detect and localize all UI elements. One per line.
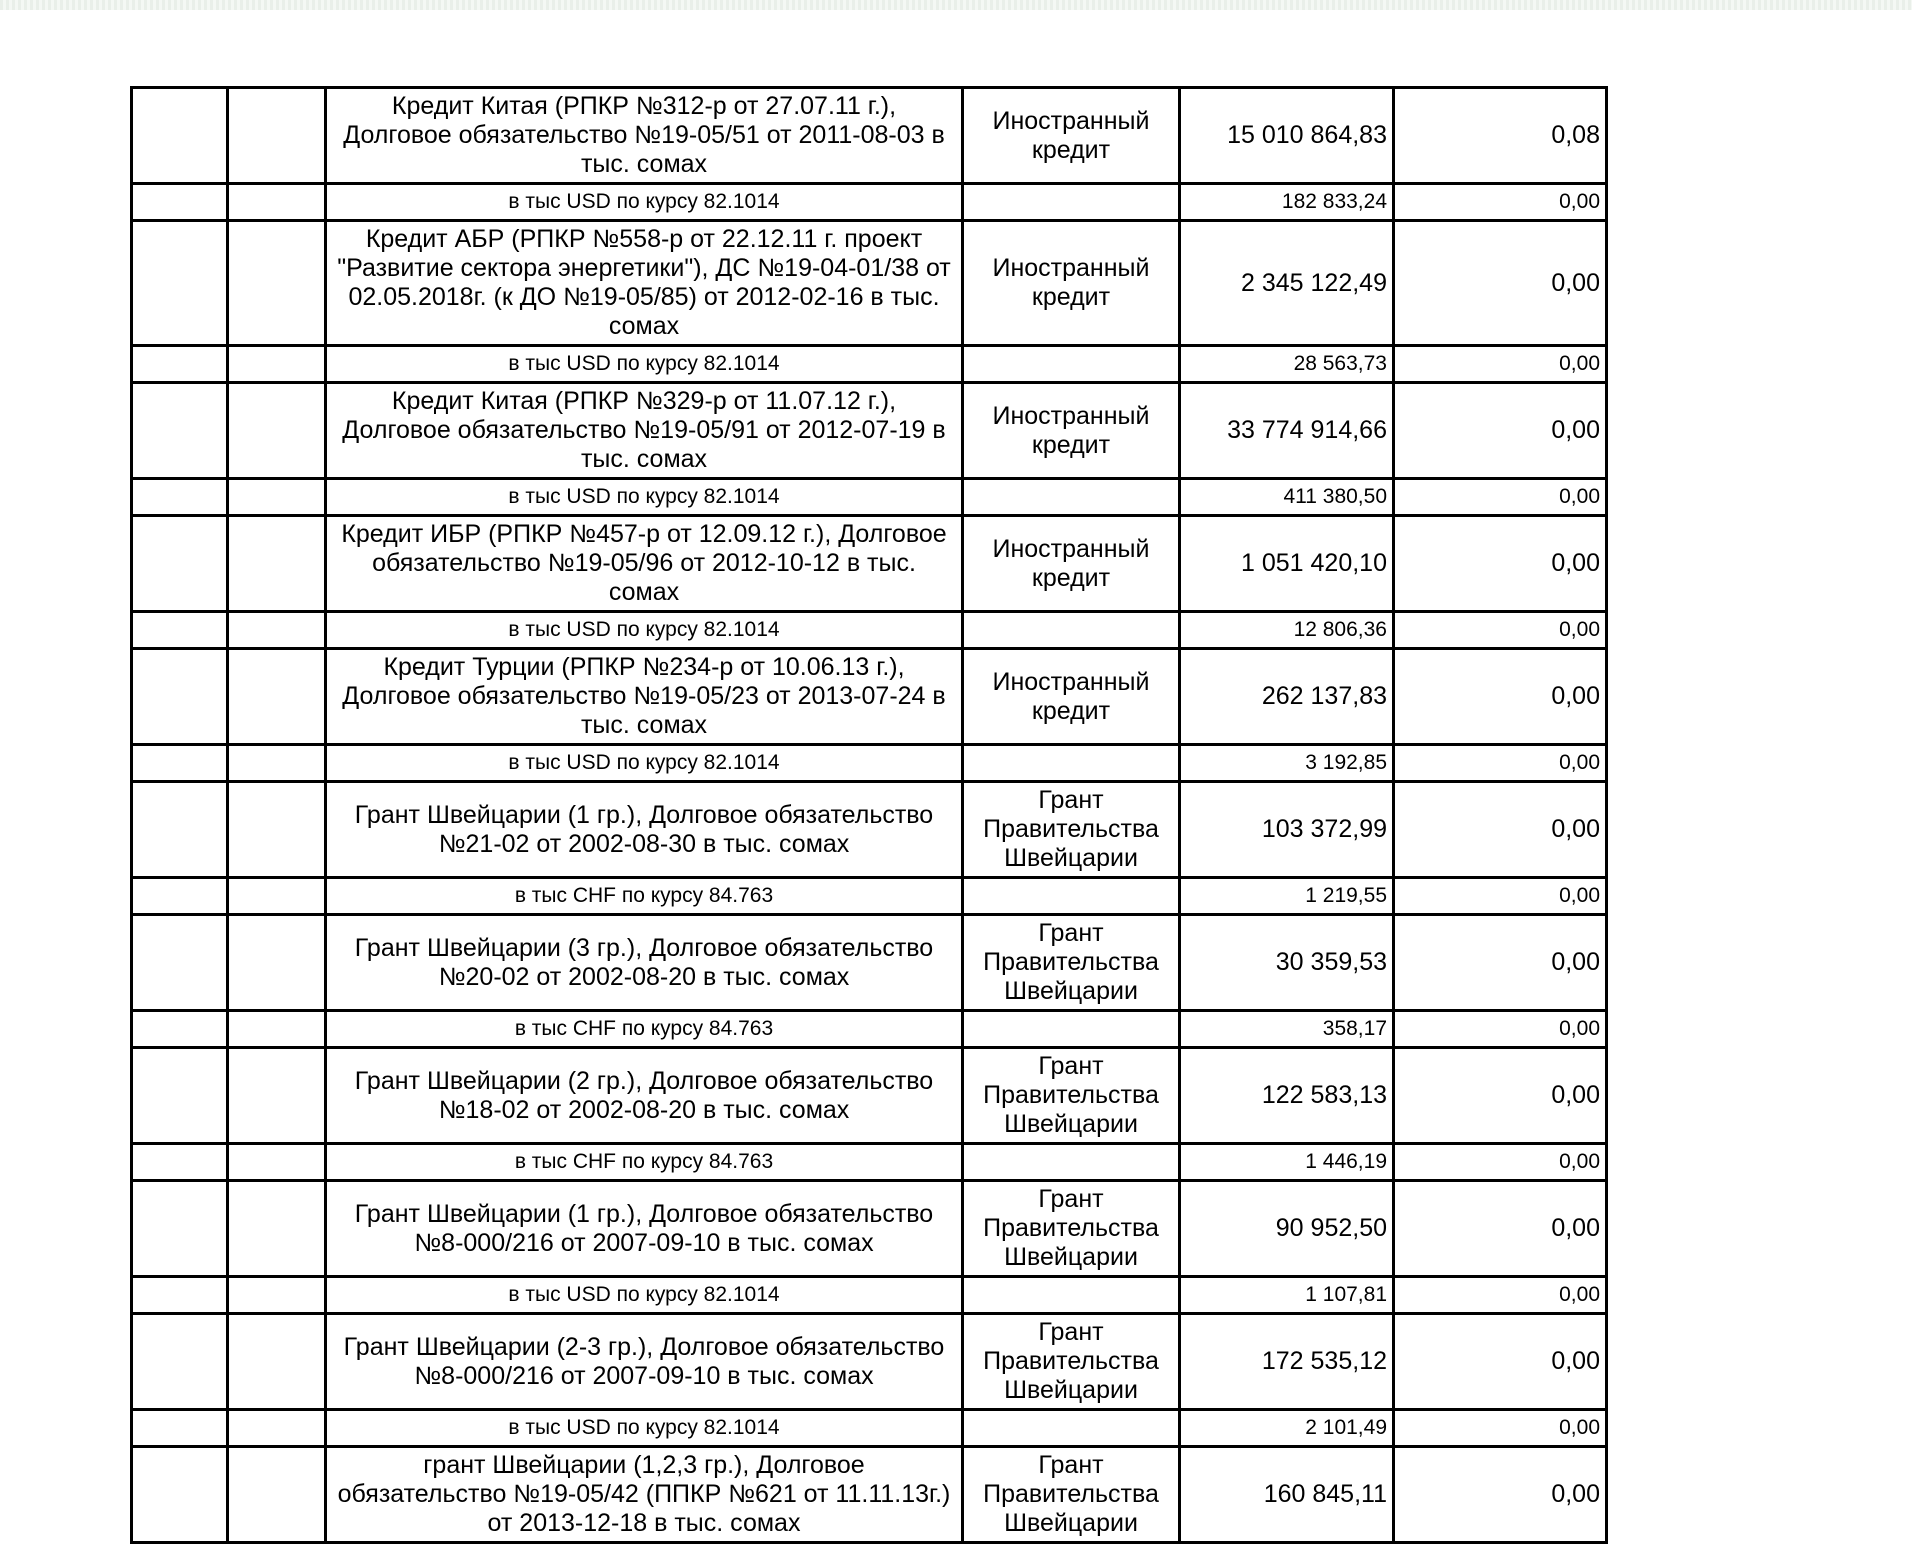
cell-description: Кредит Турции (РПКР №234-р от 10.06.13 г.), Долговое обязательство №19-05/23 от 2013-07-24 в тыс. сомах [326, 649, 963, 745]
cell-rate-value: 0,00 [1394, 915, 1607, 1011]
cell-credit-type [963, 745, 1180, 782]
cell-empty-col2 [228, 782, 326, 878]
cell-empty-col2 [228, 1314, 326, 1410]
debt-table-container [130, 86, 1608, 1544]
cell-empty-col2 [228, 612, 326, 649]
cell-empty-col1 [132, 383, 228, 479]
cell-rate-value: 0,00 [1394, 745, 1607, 782]
cell-credit-type: Иностранный кредит [963, 221, 1180, 346]
cell-description: Кредит Китая (РПКР №312-р от 27.07.11 г.), Долговое обязательство №19-05/51 от 2011-08-03 в тыс. сомах [326, 88, 963, 184]
cell-empty-col2 [228, 479, 326, 516]
table-row [132, 915, 1607, 1011]
cell-credit-type [963, 1011, 1180, 1048]
cell-credit-type [963, 1144, 1180, 1181]
cell-credit-type [963, 1410, 1180, 1447]
cell-credit-type: Иностранный кредит [963, 649, 1180, 745]
cell-description: в тыс USD по курсу 82.1014 [326, 184, 963, 221]
table-row [132, 88, 1607, 184]
cell-credit-type: Грант Правительства Швейцарии [963, 782, 1180, 878]
cell-empty-col2 [228, 221, 326, 346]
table-row [132, 1181, 1607, 1277]
cell-empty-col2 [228, 346, 326, 383]
cell-amount-soms: 160 845,11 [1180, 1447, 1394, 1543]
cell-empty-col1 [132, 1181, 228, 1277]
table-row [132, 184, 1607, 221]
table-row [132, 346, 1607, 383]
cell-empty-col2 [228, 88, 326, 184]
cell-amount-soms: 28 563,73 [1180, 346, 1394, 383]
cell-amount-soms: 411 380,50 [1180, 479, 1394, 516]
cell-amount-soms: 1 051 420,10 [1180, 516, 1394, 612]
cell-empty-col1 [132, 878, 228, 915]
cell-rate-value: 0,00 [1394, 1181, 1607, 1277]
table-row [132, 383, 1607, 479]
cell-credit-type: Иностранный кредит [963, 88, 1180, 184]
cell-credit-type [963, 346, 1180, 383]
cell-description: в тыс CHF по курсу 84.763 [326, 1144, 963, 1181]
cell-rate-value: 0,00 [1394, 516, 1607, 612]
cell-empty-col1 [132, 1144, 228, 1181]
cell-credit-type: Грант Правительства Швейцарии [963, 1447, 1180, 1543]
cell-description: в тыс USD по курсу 82.1014 [326, 346, 963, 383]
cell-empty-col2 [228, 745, 326, 782]
cell-amount-soms: 358,17 [1180, 1011, 1394, 1048]
cell-amount-soms: 12 806,36 [1180, 612, 1394, 649]
cell-description: в тыс USD по курсу 82.1014 [326, 612, 963, 649]
table-row [132, 1410, 1607, 1447]
cell-empty-col1 [132, 221, 228, 346]
cell-description: Грант Швейцарии (1 гр.), Долговое обязательство №8-000/216 от 2007-09-10 в тыс. сомах [326, 1181, 963, 1277]
cell-description: Грант Швейцарии (1 гр.), Долговое обязательство №21-02 от 2002-08-30 в тыс. сомах [326, 782, 963, 878]
cell-amount-soms: 33 774 914,66 [1180, 383, 1394, 479]
cell-description: в тыс USD по курсу 82.1014 [326, 745, 963, 782]
cell-empty-col1 [132, 88, 228, 184]
cell-description: в тыс USD по курсу 82.1014 [326, 479, 963, 516]
cell-empty-col2 [228, 1410, 326, 1447]
cell-amount-soms: 30 359,53 [1180, 915, 1394, 1011]
cell-empty-col2 [228, 1277, 326, 1314]
cell-empty-col1 [132, 1277, 228, 1314]
table-row [132, 516, 1607, 612]
cell-amount-soms: 15 010 864,83 [1180, 88, 1394, 184]
cell-credit-type: Иностранный кредит [963, 383, 1180, 479]
cell-empty-col2 [228, 1011, 326, 1048]
cell-credit-type: Грант Правительства Швейцарии [963, 1314, 1180, 1410]
cell-rate-value: 0,00 [1394, 479, 1607, 516]
cell-description: в тыс CHF по курсу 84.763 [326, 878, 963, 915]
cell-credit-type [963, 479, 1180, 516]
cell-empty-col2 [228, 184, 326, 221]
cell-empty-col2 [228, 1144, 326, 1181]
cell-empty-col1 [132, 479, 228, 516]
cell-rate-value: 0,00 [1394, 383, 1607, 479]
cell-empty-col1 [132, 516, 228, 612]
cell-amount-soms: 172 535,12 [1180, 1314, 1394, 1410]
cell-credit-type: Грант Правительства Швейцарии [963, 1181, 1180, 1277]
cell-rate-value: 0,00 [1394, 649, 1607, 745]
cell-description: в тыс CHF по курсу 84.763 [326, 1011, 963, 1048]
cell-credit-type [963, 1277, 1180, 1314]
cell-empty-col1 [132, 915, 228, 1011]
cell-empty-col2 [228, 1447, 326, 1543]
cell-description: Кредит АБР (РПКР №558-р от 22.12.11 г. проект "Развитие сектора энергетики"), ДС №19-04-01/38 от 02.05.2018г. (к ДО №19-05/85) от 2012-02-16 в тыс. сомах [326, 221, 963, 346]
table-row [132, 782, 1607, 878]
cell-empty-col2 [228, 915, 326, 1011]
cell-rate-value: 0,00 [1394, 1447, 1607, 1543]
cell-description: Кредит Китая (РПКР №329-р от 11.07.12 г.), Долговое обязательство №19-05/91 от 2012-07-19 в тыс. сомах [326, 383, 963, 479]
cell-credit-type: Грант Правительства Швейцарии [963, 1048, 1180, 1144]
cell-rate-value: 0,00 [1394, 1410, 1607, 1447]
cell-description: в тыс USD по курсу 82.1014 [326, 1410, 963, 1447]
cell-rate-value: 0,00 [1394, 1277, 1607, 1314]
cell-amount-soms: 1 446,19 [1180, 1144, 1394, 1181]
table-row [132, 612, 1607, 649]
cell-rate-value: 0,00 [1394, 1144, 1607, 1181]
cell-empty-col2 [228, 1181, 326, 1277]
cell-credit-type: Грант Правительства Швейцарии [963, 915, 1180, 1011]
table-row [132, 878, 1607, 915]
cell-amount-soms: 122 583,13 [1180, 1048, 1394, 1144]
debt-obligations-table [130, 86, 1608, 1544]
cell-empty-col1 [132, 612, 228, 649]
table-row [132, 221, 1607, 346]
cell-empty-col1 [132, 1447, 228, 1543]
cell-amount-soms: 90 952,50 [1180, 1181, 1394, 1277]
table-row [132, 1277, 1607, 1314]
cell-empty-col1 [132, 745, 228, 782]
cell-credit-type: Иностранный кредит [963, 516, 1180, 612]
cell-amount-soms: 1 107,81 [1180, 1277, 1394, 1314]
cell-rate-value: 0,00 [1394, 346, 1607, 383]
cell-credit-type [963, 878, 1180, 915]
cell-empty-col2 [228, 1048, 326, 1144]
debt-table-body [132, 88, 1607, 1543]
cell-empty-col1 [132, 1048, 228, 1144]
cell-empty-col2 [228, 516, 326, 612]
cell-description: в тыс USD по курсу 82.1014 [326, 1277, 963, 1314]
cell-amount-soms: 262 137,83 [1180, 649, 1394, 745]
cell-description: Грант Швейцарии (2 гр.), Долговое обязательство №18-02 от 2002-08-20 в тыс. сомах [326, 1048, 963, 1144]
cell-empty-col1 [132, 1410, 228, 1447]
cell-rate-value: 0,00 [1394, 782, 1607, 878]
table-row [132, 479, 1607, 516]
cell-rate-value: 0,00 [1394, 878, 1607, 915]
cell-amount-soms: 182 833,24 [1180, 184, 1394, 221]
cell-credit-type [963, 612, 1180, 649]
cell-empty-col1 [132, 649, 228, 745]
cell-rate-value: 0,00 [1394, 1314, 1607, 1410]
cell-description: грант Швейцарии (1,2,3 гр.), Долговое обязательство №19-05/42 (ППКР №621 от 11.11.13г.) от 2013-12-18 в тыс. сомах [326, 1447, 963, 1543]
table-row [132, 649, 1607, 745]
cell-rate-value: 0,00 [1394, 1048, 1607, 1144]
cell-empty-col1 [132, 346, 228, 383]
table-row [132, 1144, 1607, 1181]
cell-amount-soms: 103 372,99 [1180, 782, 1394, 878]
table-row [132, 1314, 1607, 1410]
cell-description: Грант Швейцарии (3 гр.), Долговое обязательство №20-02 от 2002-08-20 в тыс. сомах [326, 915, 963, 1011]
cell-empty-col1 [132, 1314, 228, 1410]
cell-rate-value: 0,00 [1394, 612, 1607, 649]
table-row [132, 745, 1607, 782]
cell-description: Кредит ИБР (РПКР №457-р от 12.09.12 г.), Долговое обязательство №19-05/96 от 2012-10-12 в тыс. сомах [326, 516, 963, 612]
cell-empty-col1 [132, 1011, 228, 1048]
screenshot-top-edge-strip [0, 0, 1912, 10]
cell-empty-col2 [228, 383, 326, 479]
table-row [132, 1011, 1607, 1048]
table-row [132, 1447, 1607, 1543]
cell-rate-value: 0,00 [1394, 221, 1607, 346]
cell-rate-value: 0,00 [1394, 1011, 1607, 1048]
cell-rate-value: 0,00 [1394, 184, 1607, 221]
cell-empty-col1 [132, 782, 228, 878]
cell-amount-soms: 3 192,85 [1180, 745, 1394, 782]
cell-empty-col1 [132, 184, 228, 221]
cell-amount-soms: 2 101,49 [1180, 1410, 1394, 1447]
cell-empty-col2 [228, 878, 326, 915]
cell-empty-col2 [228, 649, 326, 745]
cell-description: Грант Швейцарии (2-3 гр.), Долговое обязательство №8-000/216 от 2007-09-10 в тыс. сомах [326, 1314, 963, 1410]
cell-rate-value: 0,08 [1394, 88, 1607, 184]
cell-amount-soms: 1 219,55 [1180, 878, 1394, 915]
cell-amount-soms: 2 345 122,49 [1180, 221, 1394, 346]
table-row [132, 1048, 1607, 1144]
cell-credit-type [963, 184, 1180, 221]
